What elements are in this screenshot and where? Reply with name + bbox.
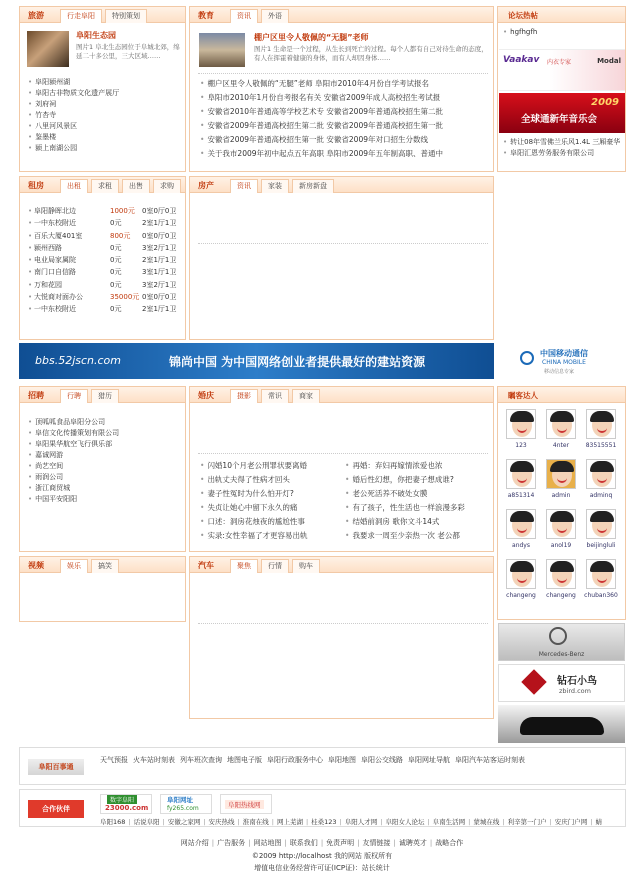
avatar[interactable] bbox=[546, 509, 576, 539]
edu-list bbox=[200, 77, 488, 161]
footer-link[interactable]: 诚聘英才 bbox=[398, 839, 427, 847]
footer-icp: 增值电信业务经营许可证(ICP证)：站长统计 bbox=[254, 864, 390, 872]
separator: | bbox=[284, 839, 287, 847]
tab-buy[interactable]: 求购 bbox=[153, 179, 181, 193]
rent-price: 0元 bbox=[110, 305, 122, 314]
avatar-name[interactable]: 83515551 bbox=[585, 442, 617, 449]
avatar[interactable] bbox=[586, 559, 616, 589]
separator: | bbox=[590, 818, 593, 826]
rent-price: 0元 bbox=[110, 243, 122, 252]
list-item[interactable]: • 安徽省2010年普通高等学校艺术专 安徽省2009年普通高校招生第二批 bbox=[200, 105, 488, 119]
rent-layout: 2室1厅1卫 bbox=[142, 219, 177, 228]
list-item[interactable]: • hgfhgfh bbox=[503, 27, 623, 38]
partner-link[interactable]: 阜阳人才网 bbox=[344, 818, 378, 826]
avatar-name[interactable]: adminq bbox=[589, 492, 613, 499]
cm-sub: 移动信息专家 bbox=[544, 369, 575, 375]
rent-panel bbox=[19, 176, 186, 340]
partner-link[interactable]: 安庆门户网 bbox=[554, 818, 588, 826]
partner-logo-1[interactable] bbox=[100, 794, 152, 814]
separator: | bbox=[502, 818, 505, 826]
zbird-logo-icon bbox=[521, 669, 546, 694]
quick-link-list bbox=[100, 755, 620, 765]
table-row[interactable] bbox=[28, 230, 184, 242]
rent-price: 0元 bbox=[110, 268, 122, 277]
face-icon bbox=[512, 413, 532, 437]
footer-link[interactable]: 网站地图 bbox=[253, 839, 282, 847]
avatar-name[interactable]: chuban360 bbox=[584, 592, 618, 599]
benz-name: Mercedes-Benz bbox=[538, 651, 585, 658]
china-mobile-icon bbox=[520, 351, 534, 365]
zbird-ad[interactable] bbox=[498, 664, 625, 702]
list-item[interactable]: • 阜阳汇恩劳务服务有限公司 bbox=[503, 148, 625, 159]
list-item-title: 大悦商对面办公 bbox=[34, 293, 83, 302]
tab-house-news[interactable]: 资讯 bbox=[230, 179, 258, 193]
partner-link[interactable]: 蜻 bbox=[595, 818, 602, 826]
list-item[interactable]: • 妻子性冤时为什么怕开灯? bbox=[200, 487, 342, 501]
footer-link[interactable]: 免责声明 bbox=[326, 839, 355, 847]
tab-auto-market[interactable]: 行情 bbox=[261, 559, 289, 573]
car-image bbox=[520, 717, 604, 735]
bullet: • bbox=[28, 231, 33, 240]
quick-label: 阜阳百事通 bbox=[28, 759, 84, 775]
bullet: • bbox=[28, 280, 33, 289]
bullet: • bbox=[28, 293, 33, 302]
people-title: 瞩客达人 bbox=[508, 391, 538, 400]
jobs-title: 招聘 bbox=[28, 391, 44, 400]
quick-link[interactable]: 阜阳行政服务中心 bbox=[267, 756, 323, 764]
list-item-title: 南门口自信路 bbox=[34, 268, 76, 277]
avatar-name[interactable]: changeng bbox=[546, 592, 576, 599]
rent-layout: 0室0厅0卫 bbox=[142, 293, 177, 302]
rent-table bbox=[28, 205, 184, 316]
ad-brand: Modal bbox=[597, 57, 621, 65]
edu-feature-title[interactable]: 棚户区里令人敬佩的“无腿”老师 bbox=[254, 33, 369, 42]
separator: | bbox=[468, 818, 471, 826]
list-item[interactable]: • 浙江商贸城 bbox=[28, 483, 183, 494]
list-item[interactable]: • 闪婚10个月老公刑罪状要离婚 bbox=[200, 459, 342, 473]
ad-logo: Vaakav bbox=[503, 55, 540, 65]
tab-video-fun[interactable]: 娱乐 bbox=[60, 559, 88, 573]
partner-link[interactable]: 利辛第一门户 bbox=[507, 818, 547, 826]
china-mobile-logo[interactable] bbox=[498, 343, 626, 379]
list-item[interactable]: • 出轨丈夫得了性病才回头 bbox=[200, 473, 342, 487]
logo1-top: 数字阜阳 bbox=[107, 795, 137, 804]
separator: | bbox=[549, 818, 552, 826]
partner-link[interactable]: 桂桑123 bbox=[311, 818, 337, 826]
table-row[interactable] bbox=[28, 279, 184, 291]
separator: | bbox=[393, 839, 396, 847]
house-title: 房产 bbox=[198, 181, 214, 190]
rent-price: 0元 bbox=[110, 280, 122, 289]
forum-list bbox=[503, 137, 625, 159]
rent-price: 0元 bbox=[110, 219, 122, 228]
partner-link[interactable]: 网上芜湖 bbox=[276, 818, 303, 826]
face-icon bbox=[552, 463, 572, 487]
separator: | bbox=[237, 818, 240, 826]
list-item[interactable]: • 颍上南湖公园 bbox=[28, 143, 183, 154]
avatar-name[interactable]: andys bbox=[512, 542, 530, 549]
site-banner[interactable] bbox=[19, 343, 494, 379]
partner-link[interactable]: 淮南在线 bbox=[242, 818, 269, 826]
tab-house-decor[interactable]: 家装 bbox=[261, 179, 289, 193]
footer-link[interactable]: 联系我们 bbox=[289, 839, 318, 847]
separator: | bbox=[320, 839, 324, 847]
footer-link[interactable]: 战略合作 bbox=[435, 839, 464, 847]
auto-panel bbox=[189, 556, 494, 719]
ad-sub: 内衣专家 bbox=[547, 59, 572, 66]
tab-edu-news[interactable]: 资讯 bbox=[230, 9, 258, 23]
list-item[interactable]: • 阜阳果华航空飞行俱乐部 bbox=[28, 439, 183, 450]
footer-link[interactable]: 广告服务 bbox=[217, 839, 246, 847]
tab-jobs-resume[interactable]: 猎历 bbox=[91, 389, 119, 403]
rent-layout: 2室1厅1卫 bbox=[142, 305, 177, 314]
list-item[interactable]: • 刘府祠 bbox=[28, 99, 183, 110]
logo2-bottom: fy265.com bbox=[167, 805, 199, 812]
avatar-name[interactable]: 4nter bbox=[552, 442, 570, 449]
partner-link[interactable]: 安徽之家网 bbox=[167, 818, 201, 826]
divider bbox=[198, 73, 488, 74]
house-panel bbox=[189, 176, 494, 340]
list-item[interactable]: • 有了孩子，性生活也一样浪漫多彩 bbox=[345, 501, 490, 515]
table-row[interactable] bbox=[28, 242, 184, 254]
wedding-panel bbox=[189, 386, 494, 552]
list-item[interactable]: • 安徽省2009年普通高校招生第一批 安徽省2009年对口招生分数线 bbox=[200, 133, 488, 147]
bullet: • bbox=[28, 256, 33, 265]
rent-price: 800元 bbox=[110, 231, 131, 240]
list-item[interactable]: • 中国平安阳阳 bbox=[28, 494, 183, 505]
partner-logo-3[interactable] bbox=[220, 794, 272, 814]
rent-price: 35000元 bbox=[110, 293, 140, 302]
avatar[interactable] bbox=[586, 459, 616, 489]
footer-copyright: ©2009 http://localhost 我的网站 版权所有 bbox=[251, 852, 393, 860]
avatar[interactable] bbox=[586, 409, 616, 439]
avatar[interactable] bbox=[546, 459, 576, 489]
face-icon bbox=[592, 413, 612, 437]
rent-price: 0元 bbox=[110, 256, 122, 265]
rent-layout: 0室0厅0卫 bbox=[142, 231, 177, 240]
list-item[interactable]: • 阜信文化传播策划有限公司 bbox=[28, 428, 183, 439]
quick-link[interactable]: 阜阳公交线路 bbox=[361, 756, 403, 764]
partner-link[interactable]: 阜阳女人论坛 bbox=[385, 818, 425, 826]
quick-link[interactable]: 列车班次查询 bbox=[180, 756, 222, 764]
face-icon bbox=[512, 513, 532, 537]
avatar-name[interactable]: anol19 bbox=[550, 542, 572, 549]
video-title: 视频 bbox=[28, 561, 44, 570]
tab-rent-out[interactable]: 出租 bbox=[60, 179, 88, 193]
logo3-text: 阜阳热线网 bbox=[225, 800, 264, 809]
avatar-name[interactable]: beijingluli bbox=[586, 542, 616, 549]
lingerie-ad[interactable] bbox=[499, 49, 625, 91]
avatar[interactable] bbox=[546, 409, 576, 439]
travel-feature-image[interactable] bbox=[27, 31, 69, 67]
tab-house-new[interactable]: 新房新盘 bbox=[292, 179, 334, 193]
list-item[interactable]: • 我要求一周至少亲热一次 老公都 bbox=[345, 529, 490, 543]
separator: | bbox=[271, 818, 274, 826]
tab-wedding-tips[interactable]: 常识 bbox=[261, 389, 289, 403]
travel-feature-title[interactable]: 阜阳生态园 bbox=[76, 31, 116, 40]
wedding-list-right bbox=[345, 459, 490, 543]
face-icon bbox=[552, 513, 572, 537]
footer-link[interactable]: 友情链接 bbox=[362, 839, 391, 847]
avatar-name[interactable]: 123 bbox=[515, 442, 527, 449]
avatar[interactable] bbox=[506, 409, 536, 439]
logo1-bottom: 23000.com bbox=[105, 804, 149, 812]
separator: | bbox=[429, 839, 433, 847]
banner-slogan: 锦尚中国 为中国网络创业者提供最好的建站资源 bbox=[169, 355, 426, 369]
face-icon bbox=[552, 413, 572, 437]
rent-layout: 2室1厅1卫 bbox=[142, 256, 177, 265]
tab-travel-special[interactable]: 特别策划 bbox=[105, 9, 147, 23]
tab-wedding-shops[interactable]: 商家 bbox=[292, 389, 320, 403]
list-item[interactable]: • 阜阳古非物质文化遗产展厅 bbox=[28, 88, 183, 99]
edu-title: 教育 bbox=[198, 11, 214, 20]
list-item[interactable]: • 顶呱呱食品阜阳分公司 bbox=[28, 417, 183, 428]
quick-link[interactable]: 火车站时刻表 bbox=[133, 756, 175, 764]
edu-feature-image[interactable] bbox=[199, 33, 245, 67]
edu-feature-desc: 图片1 生命是一个过程，从生长到死亡的过程。每个人都有自己对待生命的态度，有人在挥霍着健康的身体，而有人却因身体…… bbox=[254, 45, 488, 62]
separator: | bbox=[248, 839, 251, 847]
forum-title: 论坛热帖 bbox=[508, 11, 538, 20]
rent-layout: 3室2厅1卫 bbox=[142, 243, 177, 252]
music-ad[interactable] bbox=[499, 93, 625, 133]
list-item-title: 万和花园 bbox=[34, 280, 62, 289]
car-ad[interactable] bbox=[498, 705, 625, 743]
list-item-title: 百乐大厦401室 bbox=[34, 231, 83, 240]
separator: | bbox=[380, 818, 383, 826]
rent-title: 租房 bbox=[28, 181, 44, 190]
quick-link[interactable]: 地图电子版 bbox=[227, 756, 262, 764]
divider bbox=[198, 453, 488, 454]
face-icon bbox=[552, 563, 572, 587]
separator: | bbox=[128, 818, 131, 826]
avatar[interactable] bbox=[506, 559, 536, 589]
list-item[interactable]: • 安徽省2009年普通高校招生第二批 安徽省2009年普通高校招生第一批 bbox=[200, 119, 488, 133]
separator: | bbox=[339, 818, 342, 826]
table-row[interactable] bbox=[28, 303, 184, 315]
wedding-title: 婚庆 bbox=[198, 391, 214, 400]
list-item[interactable]: • 尚艺空间 bbox=[28, 461, 183, 472]
tab-video-funny[interactable]: 搞笑 bbox=[91, 559, 119, 573]
travel-feature-desc: 图片1 阜北生态园位于阜城北郊，绵延二十多公里，三大区域…… bbox=[76, 43, 180, 60]
list-item-title: 颍州西路 bbox=[34, 243, 62, 252]
footer-links bbox=[0, 838, 644, 848]
partner-link[interactable]: 安庆热线 bbox=[208, 818, 235, 826]
tab-auto-focus[interactable]: 聚焦 bbox=[230, 559, 258, 573]
tab-rent-seek[interactable]: 求租 bbox=[91, 179, 119, 193]
list-item[interactable]: • 竹杏寺 bbox=[28, 110, 183, 121]
list-item[interactable]: • 口述：洞房花烛夜的尴尬性事 bbox=[200, 515, 342, 529]
ad-title: 全球通新年音乐会 bbox=[521, 114, 598, 125]
separator: | bbox=[162, 818, 165, 826]
jobs-panel bbox=[19, 386, 186, 552]
list-item[interactable]: • 关于我市2009年初中起点五年高职 阜阳市2009年五年制高职、普通中 bbox=[200, 147, 488, 161]
separator: | bbox=[305, 818, 309, 826]
footer-link[interactable]: 网站介绍 bbox=[180, 839, 209, 847]
list-item-title: 阜阳静晖北边 bbox=[34, 207, 76, 215]
avatar[interactable] bbox=[506, 509, 536, 539]
tab-sell[interactable]: 出售 bbox=[122, 179, 150, 193]
avatar[interactable] bbox=[586, 509, 616, 539]
tab-wedding-photo[interactable]: 摄影 bbox=[230, 389, 258, 403]
separator: | bbox=[427, 818, 430, 826]
list-item[interactable]: • 结婚前洞房 歌你文斗14式 bbox=[345, 515, 490, 529]
partners-bar bbox=[19, 789, 626, 827]
travel-title: 旅游 bbox=[28, 11, 44, 20]
face-icon bbox=[512, 563, 532, 587]
list-item[interactable]: • 失贞让她心中留下永久的痛 bbox=[200, 501, 342, 515]
list-item[interactable]: • 雨润公司 bbox=[28, 472, 183, 483]
partner-link[interactable]: 阜阳168 bbox=[100, 818, 126, 826]
zbird-en: zbird.com bbox=[559, 687, 591, 695]
partner-logo-2[interactable] bbox=[160, 794, 212, 814]
logo2-top: 阜阳网址 bbox=[167, 796, 193, 804]
edu-panel bbox=[189, 6, 494, 172]
separator: | bbox=[211, 839, 215, 847]
table-row[interactable] bbox=[28, 254, 184, 266]
rent-price: 1000元 bbox=[110, 207, 135, 215]
list-item-title: 一中东校附近 bbox=[34, 219, 76, 228]
table-row[interactable] bbox=[28, 205, 184, 217]
avatar-name[interactable]: changeng bbox=[506, 592, 536, 599]
quick-link[interactable]: 阜阳地图 bbox=[328, 756, 356, 764]
avatar[interactable] bbox=[546, 559, 576, 589]
face-icon bbox=[592, 513, 612, 537]
travel-list bbox=[28, 77, 183, 154]
people-panel bbox=[497, 386, 626, 620]
benz-ad[interactable] bbox=[498, 623, 625, 661]
banner-url: bbs.52jscn.com bbox=[35, 354, 121, 367]
benz-star-icon bbox=[549, 627, 567, 645]
bullet: • bbox=[28, 305, 33, 314]
tab-edu-language[interactable]: 外语 bbox=[261, 9, 289, 23]
avatar-name[interactable]: admin bbox=[551, 492, 571, 499]
divider bbox=[198, 243, 488, 244]
forum-top-list bbox=[503, 27, 623, 38]
rent-layout: 3室2厅1卫 bbox=[142, 280, 177, 289]
forum-panel bbox=[497, 6, 626, 172]
jobs-list bbox=[28, 417, 183, 505]
travel-panel bbox=[19, 6, 186, 172]
table-row[interactable] bbox=[28, 217, 184, 229]
zbird-cn: 钻石小鸟 bbox=[557, 676, 597, 687]
list-item[interactable]: • 阜阳颍州湖 bbox=[28, 77, 183, 88]
rent-layout: 0室0厅0卫 bbox=[142, 207, 177, 215]
bullet: • bbox=[28, 219, 33, 228]
separator: | bbox=[357, 839, 360, 847]
cm-en: CHINA MOBILE bbox=[542, 359, 586, 366]
partner-link[interactable]: 蒙城在线 bbox=[473, 818, 500, 826]
table-row[interactable] bbox=[28, 266, 184, 278]
separator: | bbox=[203, 818, 206, 826]
quick-link[interactable]: 天气预报 bbox=[100, 756, 128, 764]
list-item-title: 一中东校附近 bbox=[34, 305, 76, 314]
list-item[interactable]: • 棚户区里令人敬佩的“无腿”老师 阜阳市2010年4月份自学考试报名 bbox=[200, 77, 488, 91]
avatar[interactable] bbox=[506, 459, 536, 489]
tab-jobs-hire[interactable]: 行聘 bbox=[60, 389, 88, 403]
list-item[interactable]: • 婚后性幻想，你把妻子想成谁? bbox=[345, 473, 490, 487]
quick-link[interactable]: 阜阳汽车站客运时刻表 bbox=[455, 756, 525, 764]
table-row[interactable] bbox=[28, 291, 184, 303]
face-icon bbox=[512, 463, 532, 487]
list-item[interactable]: • 实录:女性幸福了才更容易出轨 bbox=[200, 529, 342, 543]
bullet: • bbox=[28, 243, 33, 252]
list-item-title: 电业局家属院 bbox=[34, 256, 76, 265]
auto-title: 汽车 bbox=[198, 561, 214, 570]
video-panel bbox=[19, 556, 186, 622]
partner-link-list bbox=[100, 817, 622, 826]
face-icon bbox=[592, 463, 612, 487]
list-item[interactable]: • 八里河风景区 bbox=[28, 121, 183, 132]
face-icon bbox=[592, 563, 612, 587]
ad-year: 2009 bbox=[591, 97, 619, 108]
list-item[interactable]: • 嘉诚网游 bbox=[28, 450, 183, 461]
list-item[interactable]: • 鉴墨楼 bbox=[28, 132, 183, 143]
avatar-name[interactable]: a851314 bbox=[507, 492, 535, 499]
quick-link[interactable]: 阜阳网址导航 bbox=[408, 756, 450, 764]
tab-auto-buy[interactable]: 购车 bbox=[292, 559, 320, 573]
cm-cn: 中国移动通信 bbox=[540, 349, 588, 358]
list-item[interactable]: • 转让08年雪佛兰乐风1.4L 三厢豪华 bbox=[503, 137, 625, 148]
divider bbox=[198, 623, 488, 624]
partner-label: 合作伙伴 bbox=[28, 800, 84, 818]
partner-link[interactable]: 阜南生活网 bbox=[432, 818, 466, 826]
quick-links-bar bbox=[19, 747, 626, 785]
list-item[interactable]: • 再婚：弃妇再嫁情浓爱也浓 bbox=[345, 459, 490, 473]
rent-layout: 3室1厅1卫 bbox=[142, 268, 177, 277]
wedding-list-left bbox=[200, 459, 342, 543]
bullet: • bbox=[28, 268, 33, 277]
partner-link[interactable]: 话说阜阳 bbox=[133, 818, 160, 826]
list-item[interactable]: • 阜阳市2010年1月份自考报名有关 安徽省2009年成人高校招生考试报 bbox=[200, 91, 488, 105]
bullet: • bbox=[28, 207, 33, 215]
list-item[interactable]: • 老公死活养不破处女膜 bbox=[345, 487, 490, 501]
tab-travel-walk[interactable]: 行走阜阳 bbox=[60, 9, 102, 23]
